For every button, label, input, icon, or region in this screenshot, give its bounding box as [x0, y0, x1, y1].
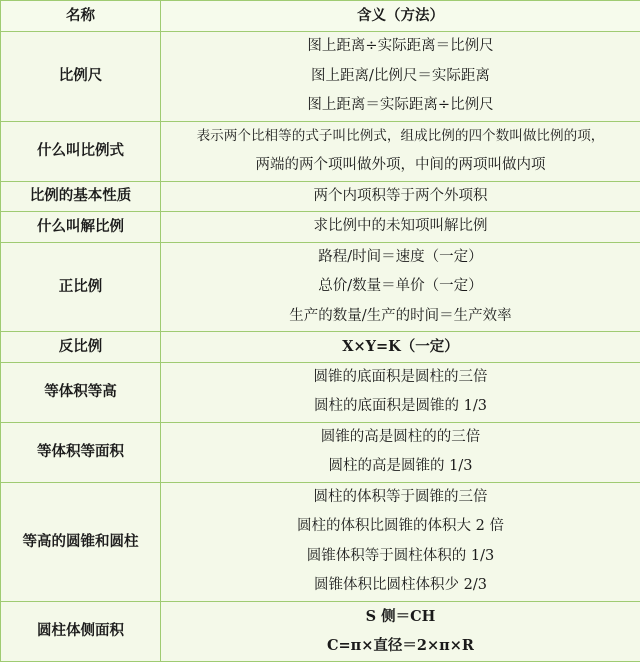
meaning-line: C=π×直径＝2×π×R: [161, 631, 640, 661]
row-name: 什么叫解比例: [1, 212, 161, 243]
row-name: 比例尺: [1, 32, 161, 122]
row-meaning: [161, 332, 640, 363]
table-row: [1, 212, 640, 243]
row-meaning: [161, 121, 640, 181]
row-name: 等体积等高: [1, 362, 161, 422]
meaning-line: 总价/数量＝单价（一定）: [161, 272, 640, 302]
row-name: 圆柱体侧面积: [1, 601, 161, 661]
table-header-row: [1, 1, 640, 32]
table-row: [1, 242, 640, 332]
meaning-line: 圆柱的高是圆锥的 1/3: [161, 452, 640, 482]
column-header-meaning: 含义（方法）: [161, 1, 640, 32]
table-row: [1, 181, 640, 212]
row-meaning: [161, 212, 640, 243]
row-name: 等高的圆锥和圆柱: [1, 482, 161, 601]
row-meaning: [161, 242, 640, 332]
table-row: [1, 32, 640, 122]
column-header-name: 名称: [1, 1, 161, 32]
row-name: 比例的基本性质: [1, 181, 161, 212]
meaning-line: 两个内项积等于两个外项积: [161, 182, 640, 212]
meaning-line: 圆锥的高是圆柱的的三倍: [161, 423, 640, 453]
row-name: 反比例: [1, 332, 161, 363]
meaning-line: 圆柱的体积等于圆锥的三倍: [161, 483, 640, 513]
meaning-line: 圆锥体积比圆柱体积少 2/3: [161, 571, 640, 601]
meaning-line: 圆锥体积等于圆柱体积的 1/3: [161, 542, 640, 572]
row-meaning: [161, 482, 640, 601]
meaning-line: 求比例中的未知项叫解比例: [161, 212, 640, 242]
table-row: [1, 362, 640, 422]
row-meaning: [161, 601, 640, 661]
table-row: [1, 422, 640, 482]
row-meaning: [161, 422, 640, 482]
meaning-line: 图上距离/比例尺＝实际距离: [161, 62, 640, 92]
table-row: [1, 332, 640, 363]
row-name: 正比例: [1, 242, 161, 332]
meaning-line: 路程/时间＝速度（一定）: [161, 243, 640, 273]
meaning-line: 圆柱的底面积是圆锥的 1/3: [161, 392, 640, 422]
row-name: 什么叫比例式: [1, 121, 161, 181]
meaning-line: 两端的两个项叫做外项，中间的两项叫做内项: [161, 151, 640, 181]
meaning-line: 表示两个比相等的式子叫比例式，组成比例的四个数叫做比例的项，: [161, 122, 640, 152]
table-row: [1, 121, 640, 181]
table-row: [1, 482, 640, 601]
row-meaning: [161, 32, 640, 122]
meaning-line: 图上距离＝实际距离÷比例尺: [161, 91, 640, 121]
meaning-line: S 侧＝CH: [161, 602, 640, 632]
meaning-line: 生产的数量/生产的时间＝生产效率: [161, 302, 640, 332]
meaning-line: X×Y=K（一定）: [161, 332, 640, 362]
meaning-line: 图上距离÷实际距离＝比例尺: [161, 32, 640, 62]
table-row: [1, 601, 640, 661]
row-meaning: [161, 181, 640, 212]
row-meaning: [161, 362, 640, 422]
meaning-line: 圆锥的底面积是圆柱的三倍: [161, 363, 640, 393]
row-name: 等体积等面积: [1, 422, 161, 482]
meaning-line: 圆柱的体积比圆锥的体积大 2 倍: [161, 512, 640, 542]
